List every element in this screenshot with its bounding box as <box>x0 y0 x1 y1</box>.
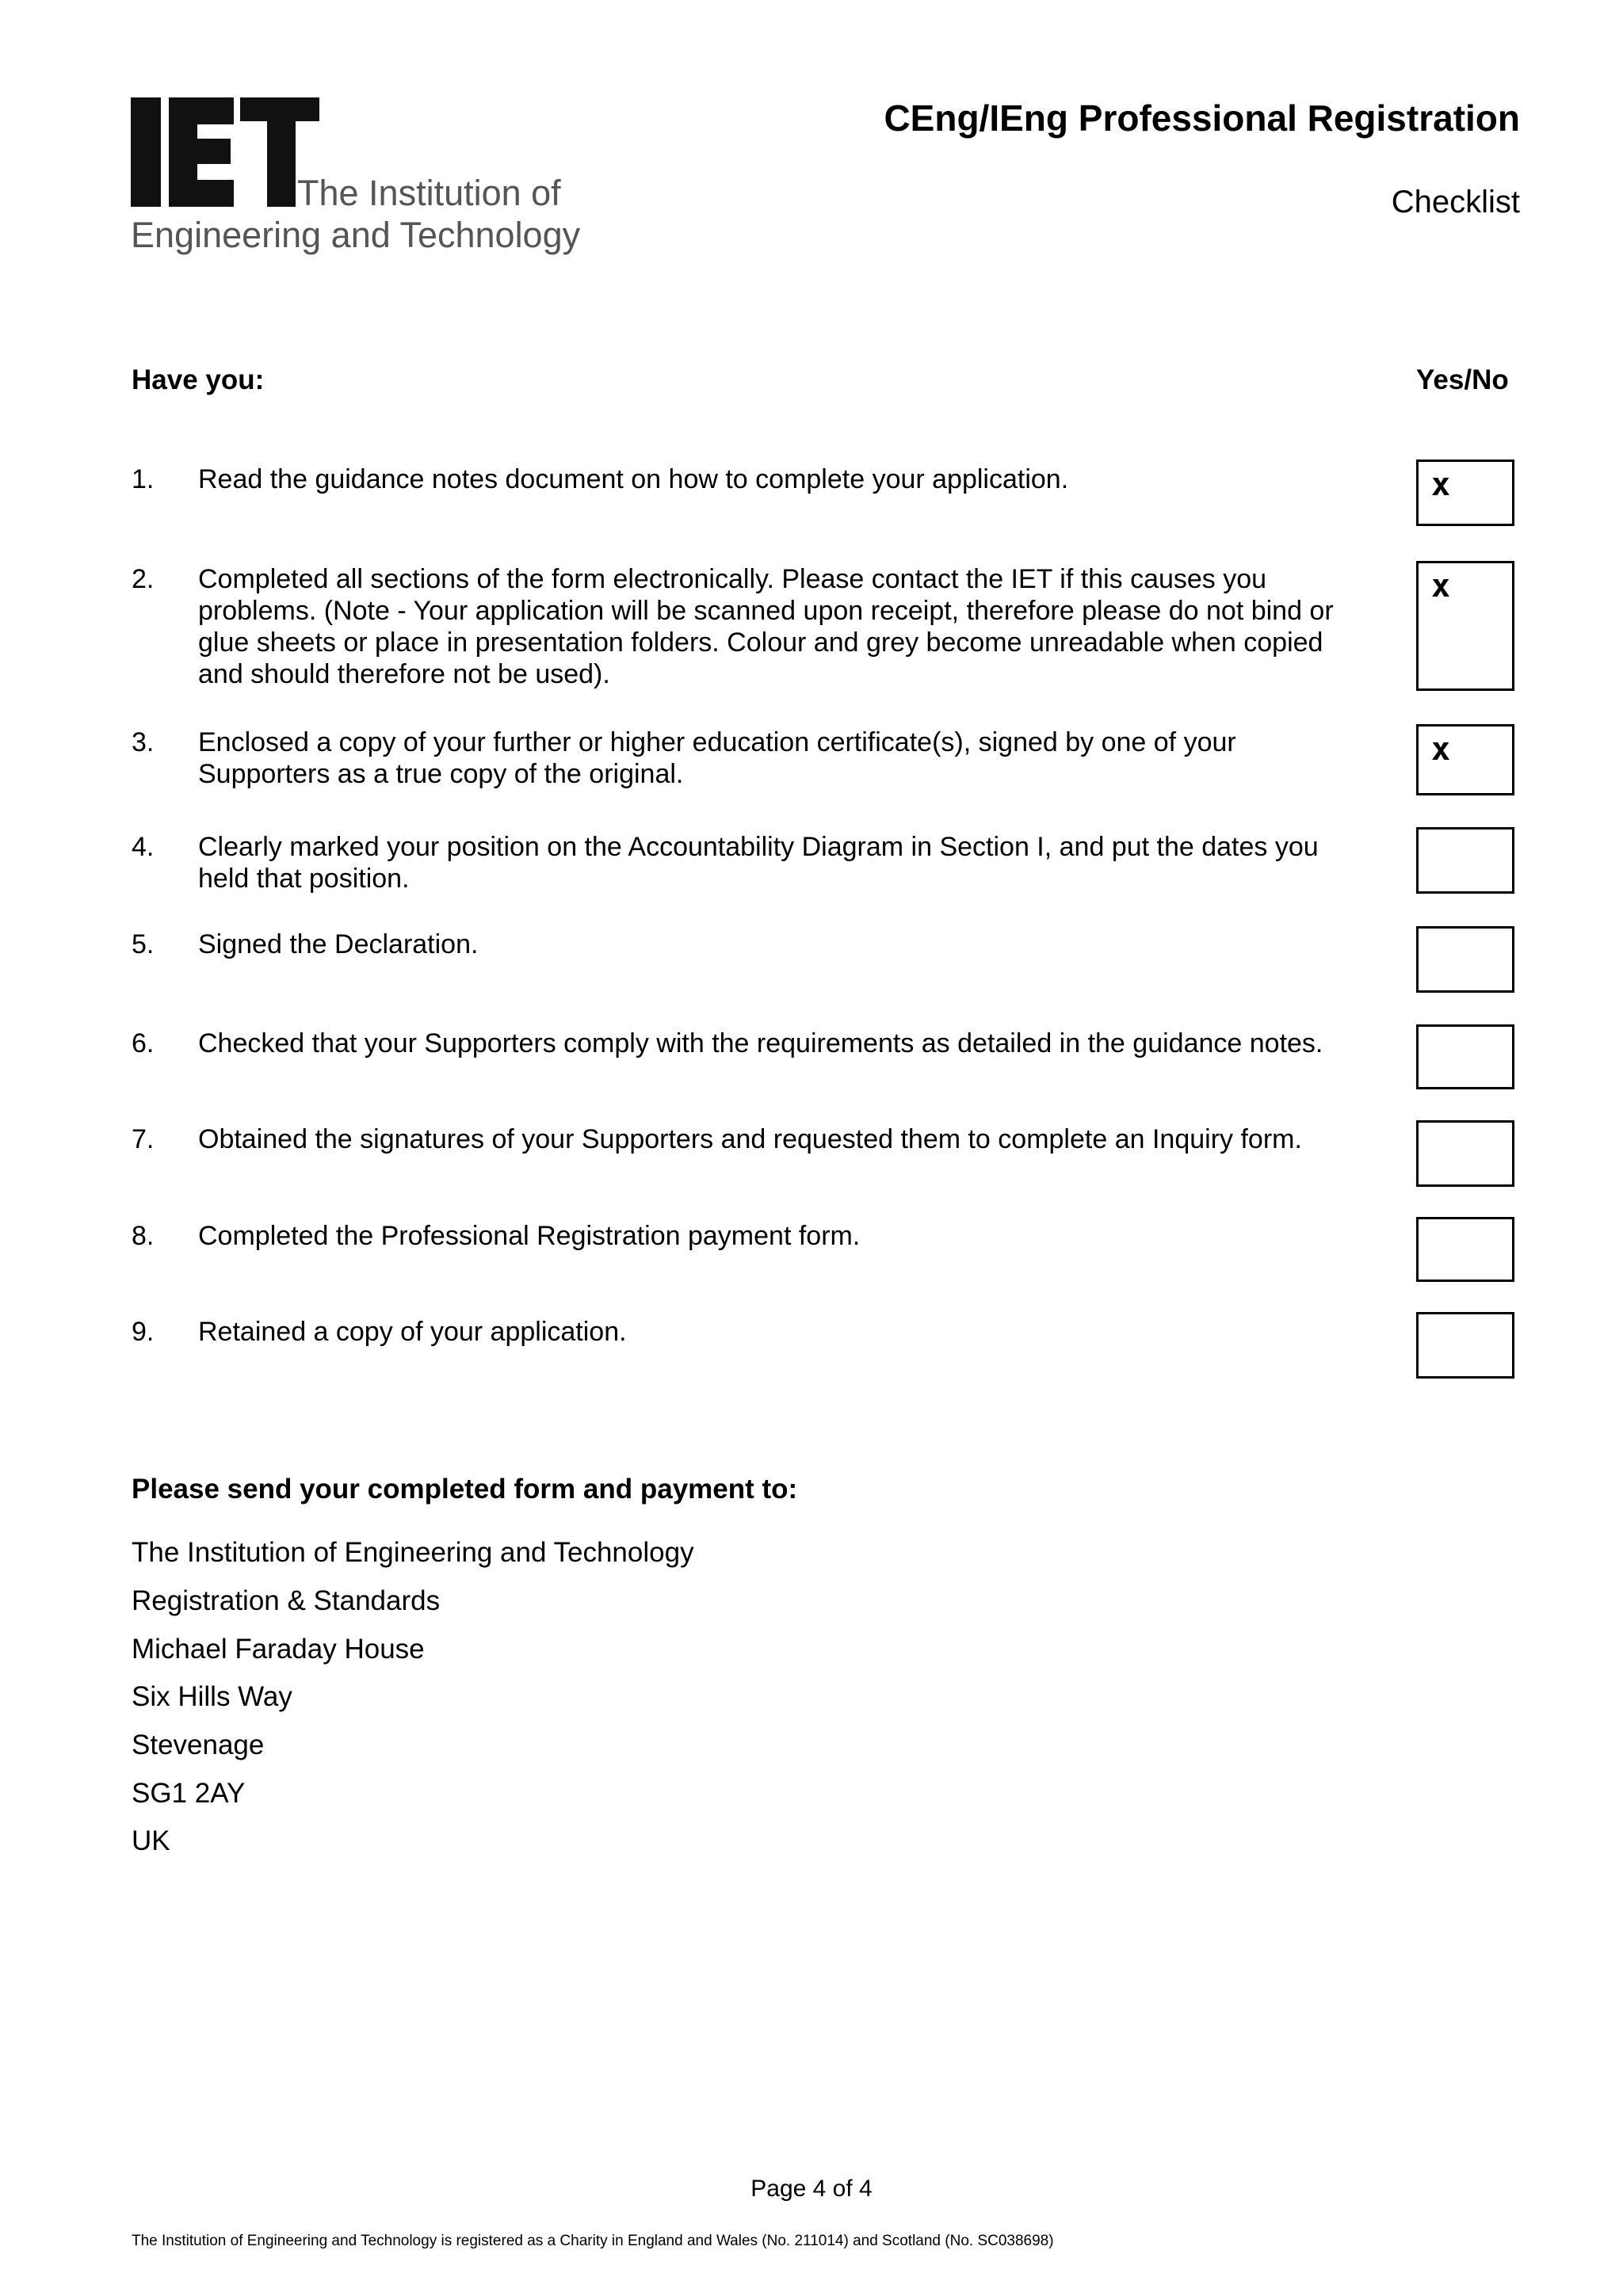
yes-no-checkbox[interactable] <box>1416 724 1514 795</box>
address-line: SG1 2AY <box>132 1778 246 1809</box>
item-text: Clearly marked your position on the Accountability Diagram in Section I, and put the dates you held that position. <box>198 832 1319 894</box>
document-subtitle: Checklist <box>1391 185 1520 219</box>
yes-no-checkbox[interactable] <box>1416 926 1514 993</box>
item-number: 8. <box>132 1221 155 1251</box>
checkbox-mark: x <box>1431 568 1451 605</box>
item-number: 3. <box>132 727 155 757</box>
send-to-heading: Please send your completed form and payment to: <box>132 1474 798 1505</box>
item-number: 1. <box>132 464 155 494</box>
item-number: 5. <box>132 929 155 959</box>
checklist-intro: Have you: <box>132 364 265 395</box>
item-text: Enclosed a copy of your further or higher education certificate(s), signed by one of your Supporters as a true copy of the original. <box>198 727 1236 789</box>
yes-no-checkbox[interactable] <box>1416 827 1514 894</box>
yes-no-checkbox[interactable] <box>1416 460 1514 526</box>
page-number: Page 4 of 4 <box>750 2176 873 2202</box>
item-number: 7. <box>132 1124 155 1154</box>
address-line: The Institution of Engineering and Technology <box>132 1537 694 1568</box>
address-line: UK <box>132 1825 170 1856</box>
logo-tagline-line2: Engineering and Technology <box>131 215 581 255</box>
item-text: Signed the Declaration. <box>198 929 479 959</box>
yes-no-checkbox[interactable] <box>1416 1217 1514 1282</box>
item-text: Obtained the signatures of your Supporters and requested them to complete an Inquiry form. <box>198 1124 1302 1154</box>
address-line: Michael Faraday House <box>132 1634 425 1665</box>
charity-registration-note: The Institution of Engineering and Technology is registered as a Charity in England and Wales (No. 211014) and Scotland (No. SC038698) <box>132 2233 1054 2249</box>
checkbox-mark: x <box>1431 467 1451 503</box>
item-text: Completed all sections of the form electronically. Please contact the IET if this causes you problems. (Note - Your application will be scanned upon receipt, therefore please do not bind or glue sheets or place in presentation folders. Colour and grey become unreadable when copied and should therefore not be used). <box>198 564 1334 689</box>
iet-logo <box>131 97 581 260</box>
yes-no-checkbox[interactable] <box>1416 1120 1514 1187</box>
item-number: 6. <box>132 1028 155 1058</box>
address-line: Registration & Standards <box>132 1585 441 1616</box>
yes-no-checkbox[interactable] <box>1416 1024 1514 1089</box>
address-line: Six Hills Way <box>132 1681 292 1712</box>
document-title: CEng/IEng Professional Registration <box>884 97 1520 139</box>
item-number: 2. <box>132 564 155 594</box>
yes-no-checkbox[interactable] <box>1416 1312 1514 1379</box>
yes-no-column-header: Yes/No <box>1416 364 1509 395</box>
iet-logo-mark <box>131 97 321 208</box>
item-text: Checked that your Supporters comply with the requirements as detailed in the guidance notes. <box>198 1028 1323 1058</box>
item-text: Read the guidance notes document on how to complete your application. <box>198 464 1069 494</box>
yes-no-checkbox[interactable] <box>1416 561 1514 691</box>
item-text: Retained a copy of your application. <box>198 1317 627 1347</box>
item-number: 9. <box>132 1317 155 1347</box>
item-text: Completed the Professional Registration payment form. <box>198 1221 861 1251</box>
address-line: Stevenage <box>132 1730 265 1760</box>
logo-tagline-line1: The Institution of <box>297 173 561 213</box>
item-number: 4. <box>132 832 155 862</box>
checkbox-mark: x <box>1431 731 1451 768</box>
